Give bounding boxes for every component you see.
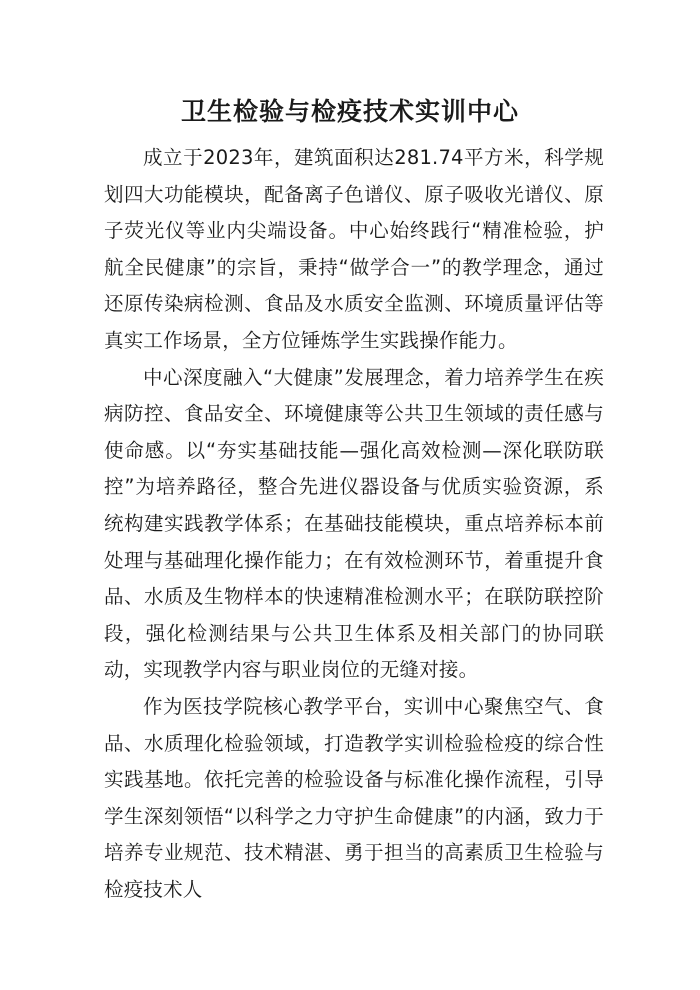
paragraph-intro: 成立于2023年，建筑面积达281.74平方米，科学规划四大功能模块，配备离子色谱仪、原子吸收光谱仪、原子荧光仪等业内尖端设备。中心始终践行“精准检验，护航全民健康”的宗旨，秉持“做学合一”的教学理念，通过还原传染病检测、食品及水质安全监测、环境质量评估等真实工作场景，全方位锤炼学生实践操作能力。 [104, 146, 604, 352]
page-title: 卫生检验与检疫技术实训中心 [180, 97, 519, 126]
paragraph-platform: 作为医技学院核心教学平台，实训中心聚焦空气、食品、水质理化检验领域，打造教学实训检验检疫的综合性实践基地。依托完善的检验设备与标准化操作流程，引导学生深刻领悟“以科学之力守护生命健康”的内涵，致力于培养专业规范、技术精湛、勇于担当的高素质卫生检验与检疫技术人 [104, 694, 604, 901]
document-body [104, 140, 604, 908]
paragraph-philosophy: 中心深度融入“大健康”发展理念，着力培养学生在疾病防控、食品安全、环境健康等公共卫生领域的责任感与使命感。以“夯实基础技能—强化高效检测—深化联防联控”为培养路径，整合先进仪器设备与优质实验资源，系统构建实践教学体系；在基础技能模块，重点培养标本前处理与基础理化操作能力；在有效检测环节，着重提升食品、水质及生物样本的快速精准检测水平；在联防联控阶段，强化检测结果与公共卫生体系及相关部门的协同联动，实现教学内容与职业岗位的无缝对接。 [104, 365, 604, 682]
